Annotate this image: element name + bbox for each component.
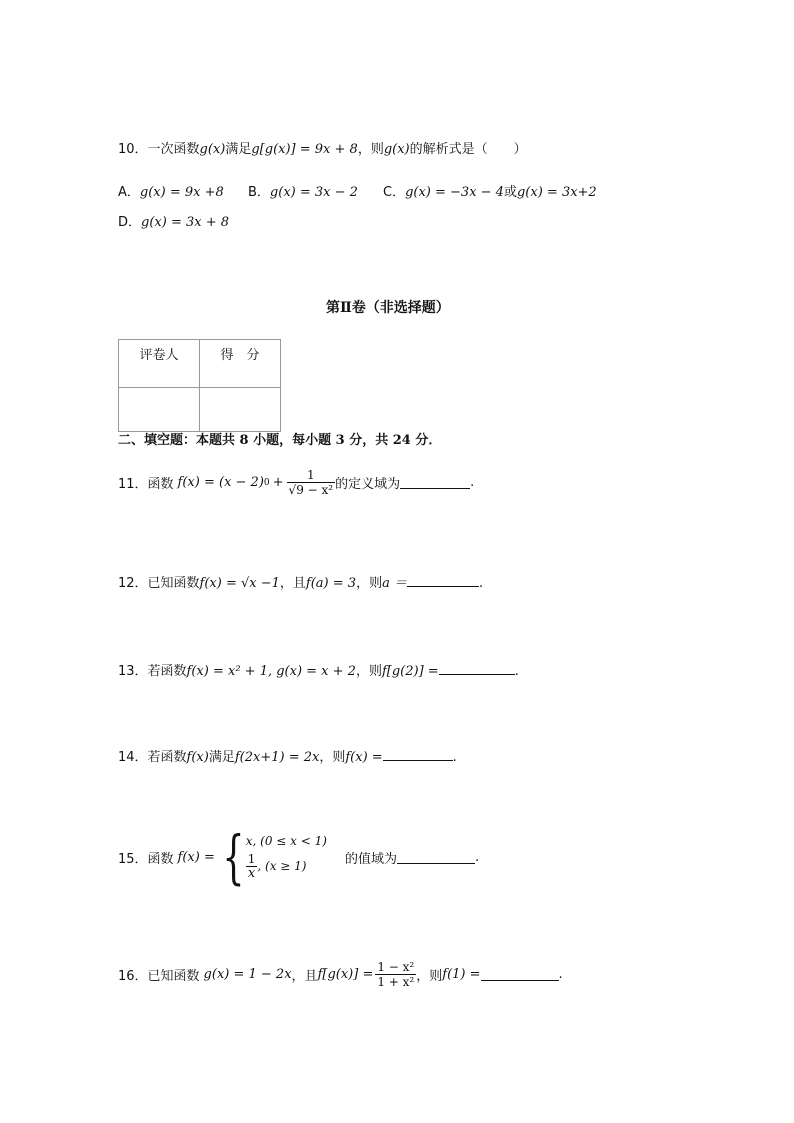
- q10-option-b: [248, 181, 358, 200]
- score-table-header-score: 得 分: [200, 340, 281, 388]
- question-14: [118, 746, 457, 765]
- q15-answer-blank[interactable]: [397, 851, 475, 864]
- q13-mid: ，则: [355, 664, 382, 679]
- q16-fraction-denominator: 1 + x²: [377, 975, 415, 989]
- question-13: [118, 660, 519, 679]
- q10-gx: g(x): [199, 142, 226, 157]
- q14-end: .: [452, 750, 457, 765]
- q14-condition: f(2x+1) = 2x: [234, 750, 320, 765]
- q10-option-c-text2: g(x) = 3x+2: [516, 185, 597, 200]
- q12-end: .: [478, 576, 484, 591]
- q14-mid2: ，则: [319, 750, 346, 765]
- q13-prefix: 13．若函数: [118, 664, 187, 679]
- q14-prefix: 14．若函数: [118, 750, 187, 765]
- q11-plus: +: [272, 475, 284, 490]
- q11-suffix: 的定义域为: [335, 477, 401, 492]
- q10-option-a: [118, 181, 224, 200]
- q11-answer-blank[interactable]: [400, 476, 470, 489]
- q15-case2-condition: , (x ≥ 1): [257, 859, 307, 873]
- q15-case2: [246, 852, 327, 881]
- q13-end: .: [514, 664, 519, 679]
- q15-brace: {: [222, 823, 245, 891]
- q10-option-c-label: C．: [383, 185, 406, 200]
- q10-option-d-text: g(x) = 3x + 8: [141, 215, 230, 230]
- q16-fraction-numerator: 1 − x²: [377, 960, 415, 974]
- q11-fraction-denominator: √9 − x²: [288, 483, 334, 497]
- question-10-stem: [118, 138, 527, 157]
- score-table: [118, 339, 281, 432]
- q15-case1: x, (0 ≤ x < 1): [245, 833, 327, 848]
- question-12: [118, 572, 483, 591]
- q16-prefix: 16．已知函数: [118, 969, 200, 984]
- q12-prefix: 12．已知函数: [118, 576, 200, 591]
- q13-answer-blank[interactable]: [439, 662, 515, 675]
- q12-mid2: ，则: [356, 576, 383, 591]
- q10-option-b-label: B．: [248, 185, 270, 200]
- score-table-header-grader: 评卷人: [119, 340, 200, 388]
- q10-option-c: [383, 181, 597, 200]
- score-table-grader-cell[interactable]: [119, 388, 200, 432]
- q11-expr: f(x) = (x − 2): [177, 475, 264, 490]
- q12-variable: a ＝: [382, 576, 407, 591]
- q12-answer-blank[interactable]: [407, 574, 479, 587]
- q16-ask: f(1) =: [442, 967, 481, 982]
- q15-case2-denominator: x: [247, 865, 256, 881]
- score-table-score-cell[interactable]: [200, 388, 281, 432]
- q14-answer-blank[interactable]: [383, 748, 453, 761]
- q14-mid: 满足: [208, 750, 235, 765]
- q16-mid: ，且: [291, 969, 318, 984]
- q15-prefix: 15．函数: [118, 851, 174, 867]
- q14-ask: f(x) =: [345, 750, 383, 765]
- q12-expr: f(x) = √x −1: [199, 576, 280, 591]
- q13-expr: f(x) = x² + 1, g(x) = x + 2: [186, 664, 356, 679]
- q12-mid: ，且: [279, 576, 306, 591]
- q16-answer-blank[interactable]: [481, 968, 559, 981]
- q16-mid2: ，则: [416, 969, 443, 984]
- q15-suffix: 的值域为: [344, 851, 397, 867]
- q16-fraction: [375, 960, 416, 989]
- q10-option-d-label: D．: [118, 215, 142, 230]
- q10-ggx: g[g(x)] = 9x + 8: [251, 142, 358, 157]
- q10-mid2: ，则: [357, 142, 384, 157]
- q15-end: .: [474, 849, 480, 865]
- q13-ask: f[g(2)] =: [381, 664, 439, 679]
- q16-end: .: [558, 967, 563, 982]
- question-11: [118, 468, 474, 497]
- q10-prefix: 10．一次函数: [118, 142, 200, 157]
- q10-gx2: g(x): [383, 142, 410, 157]
- q10-mid1: 满足: [225, 142, 252, 157]
- q16-condition: f[g(x)] =: [317, 967, 374, 982]
- q10-option-c-text1: g(x) = −3x − 4: [405, 185, 504, 200]
- q14-fx: f(x): [186, 750, 209, 765]
- q12-condition: f(a) = 3: [305, 576, 357, 591]
- q15-case2-fraction: [246, 852, 258, 881]
- q10-option-a-text: g(x) = 9x +8: [139, 185, 224, 200]
- q11-exponent: 0: [263, 477, 270, 488]
- q15-cases: [246, 834, 327, 881]
- q10-option-c-or: 或: [503, 185, 517, 200]
- part2-title: 第Ⅱ卷（非选择题）: [326, 300, 450, 316]
- q10-option-a-label: A．: [118, 185, 140, 200]
- q11-end: .: [470, 475, 475, 490]
- q11-prefix: 11．函数: [118, 477, 174, 492]
- q10-option-b-text: g(x) = 3x − 2: [269, 185, 358, 200]
- q16-gx: g(x) = 1 − 2x: [203, 967, 292, 982]
- q10-option-d: [118, 211, 229, 230]
- section2-heading: 二、填空题：本题共 8 小题，每小题 3 分，共 24 分．: [118, 433, 442, 448]
- question-16: [118, 960, 563, 989]
- q15-fx: f(x) =: [177, 849, 215, 865]
- q15-case2-numerator: 1: [247, 851, 256, 866]
- question-15: [118, 823, 480, 891]
- q10-suffix: 的解析式是（ ）: [409, 142, 527, 157]
- q11-fraction-numerator: 1: [307, 468, 315, 482]
- q11-fraction: [287, 468, 336, 497]
